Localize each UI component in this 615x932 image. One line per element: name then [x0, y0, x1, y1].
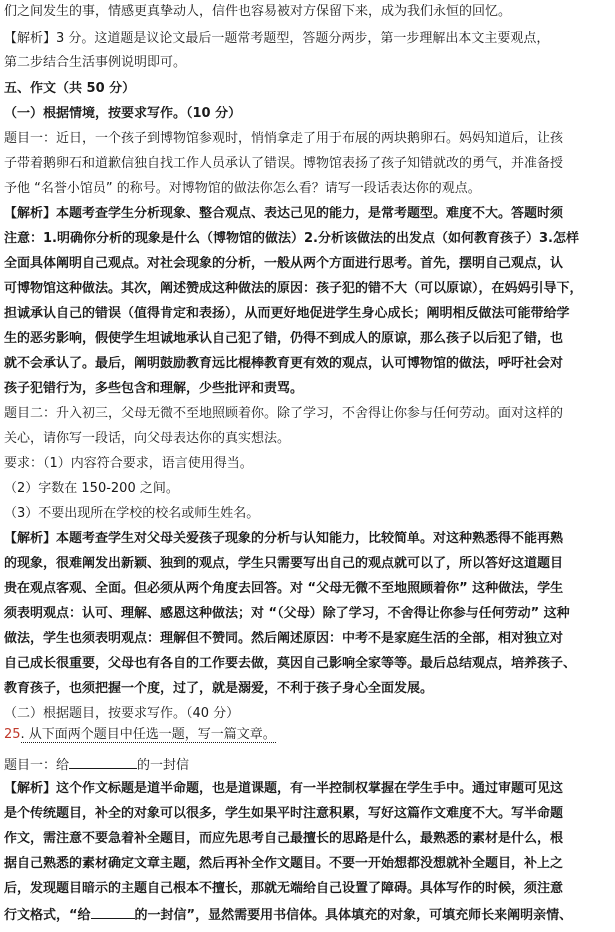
analysis-paragraph: [4, 906, 611, 924]
analysis-paragraph: 须表明观点：认可、理解、感恩这种做法；对 “（父母）除了学习，不舍得让你参与任何劳动” 这种: [4, 606, 570, 621]
text-line: 第二步结合生活事例说明即可。: [4, 55, 187, 70]
question-text: 题目二：升入初三，父母无微不至地照顾着你。除了学习，不舍得让你参与任何劳动。面对这样的: [4, 406, 564, 421]
question-text: 子带着鹅卵石和道歉信独自找工作人员承认了错误。博物馆表扬了孩子知错就改的勇气，并准备授: [4, 156, 564, 171]
question-text: 关心，请你写一段话，向父母表达你的真实想法。: [4, 431, 291, 446]
analysis-paragraph: 全面具体阐明自己观点。对社会现象的分析，一般从两个方面进行思考。首先，摆明自己观点，认: [4, 256, 564, 271]
analysis-text: 行文格式，“给: [4, 908, 91, 923]
question-line: [4, 727, 611, 743]
analysis-paragraph: 作文，需注意不要急着补全题目，而应先思考自己最擅长的思路是什么，最熟悉的素材是什么，根: [4, 831, 564, 846]
essay-title-line: [4, 756, 611, 774]
analysis-paragraph: 做法，学生也须表明观点：理解但不赞同。然后阐述原因：中考不是家庭生活的全部，相对独立对: [4, 631, 564, 646]
analysis-paragraph: 据自己熟悉的素材确定文章主题，然后再补全作文题目。不要一开始想都没想就补全题目，补上之: [4, 856, 564, 871]
question-number: 25: [4, 727, 21, 742]
analysis-paragraph: 注意：1.明确你分析的现象是什么（博物馆的做法）2.分析该做法的出发点（如何教育孩子）3.怎样: [4, 231, 579, 246]
essay-title-suffix: 的一封信: [137, 758, 190, 773]
text-line: 们之间发生的事，情感更真挚动人，信件也容易被对方保留下来，成为我们永恒的回忆。: [4, 4, 512, 19]
requirement-item: （3）不要出现所在学校的校名或师生姓名。: [4, 506, 260, 521]
analysis-paragraph: 贵在观点客观、全面。但必须从两个角度去回答。对 “父母无微不至地照顾着你” 这种做法，学生: [4, 581, 564, 596]
analysis-paragraph: 教育孩子，也须把握一个度，过了，就是溺爱，不利于孩子身心全面发展。: [4, 681, 434, 696]
essay-title-prefix: 题目一：给: [4, 758, 70, 773]
analysis-paragraph: 可博物馆这种做法。其次，阐述赞成这种做法的原因：孩子犯的错不大（可以原谅），在妈妈引导下，: [4, 281, 583, 296]
title-blank: [91, 906, 135, 919]
analysis-paragraph: 后，发现题目暗示的主题自己根本不擅长，那就无端给自己设置了障碍。具体写作的时候，须注意: [4, 881, 564, 896]
analysis-paragraph: 孩子犯错行为，多些包含和理解，少些批评和责骂。: [4, 381, 304, 396]
subsection-heading: （一）根据情境，按要求写作。（10 分）: [4, 106, 242, 121]
question-text: 予他 “名誉小馆员” 的称号。对博物馆的做法你怎么看？请写一段话表达你的观点。: [4, 181, 481, 196]
analysis-paragraph: 就不会承认了。最后，阐明鼓励教育远比棍棒教育更有效的观点，认可博物馆的做法，呼吁社会对: [4, 356, 564, 371]
analysis-paragraph: 是个传统题目，补全的对象可以很多，学生如果平时注意积累，写好这篇作文难度不大。写半命题: [4, 806, 564, 821]
analysis-paragraph: 担诚承认自己的错误（值得肯定和表扬），从而更好地促进学生身心成长；阐明相反做法可能带给学: [4, 306, 570, 321]
question-text: 题目一：近日，一个孩子到博物馆参观时，悄悄拿走了用于布展的两块鹅卵石。妈妈知道后，让孩: [4, 131, 564, 146]
title-blank: [69, 756, 137, 769]
analysis-paragraph: 【解析】本题考查学生分析现象、整合观点、表达己见的能力，是常考题型。难度不大。答题时须: [4, 206, 564, 221]
subsection-heading: （二）根据题目，按要求写作。（40 分）: [4, 706, 240, 721]
section-heading: 五、作文（共 50 分）: [4, 81, 136, 96]
analysis-paragraph: 【解析】本题考查学生对父母关爱孩子现象的分析与认知能力，比较简单。对这种熟悉得不能再熟: [4, 531, 564, 546]
question-instruction: . 从下面两个题目中任选一题，写一篇文章。: [20, 727, 276, 742]
analysis-paragraph: 的现象，很难阐发出新颖、独到的观点，学生只需要写出自己的观点就可以了，所以答好这道题目: [4, 556, 564, 571]
analysis-paragraph: 生的恶劣影响，假使学生坦诚地承认自己犯了错，仍得不到成人的原谅，那么孩子以后犯了错，也: [4, 331, 564, 346]
analysis-paragraph: 【解析】这个作文标题是道半命题，也是道课题，有一半控制权掌握在学生手中。通过审题可见这: [4, 781, 564, 796]
requirement-item: 要求：（1）内容符合要求，语言使用得当。: [4, 456, 253, 471]
analysis-paragraph: 自己成长很重要，父母也有各自的工作要去做，莫因自己影响全家等等。最后总结观点，培养孩子、: [4, 656, 577, 671]
analysis-text: 的一封信”，显然需要用书信体。具体填充的对象，可填充师长来阐明亲情、: [134, 908, 573, 923]
analysis-paragraph: 【解析】3 分。这道题是议论文最后一题常考题型，答题分两步，第一步理解出本文主要观点，: [4, 31, 550, 46]
requirement-item: （2）字数在 150-200 之间。: [4, 481, 179, 496]
